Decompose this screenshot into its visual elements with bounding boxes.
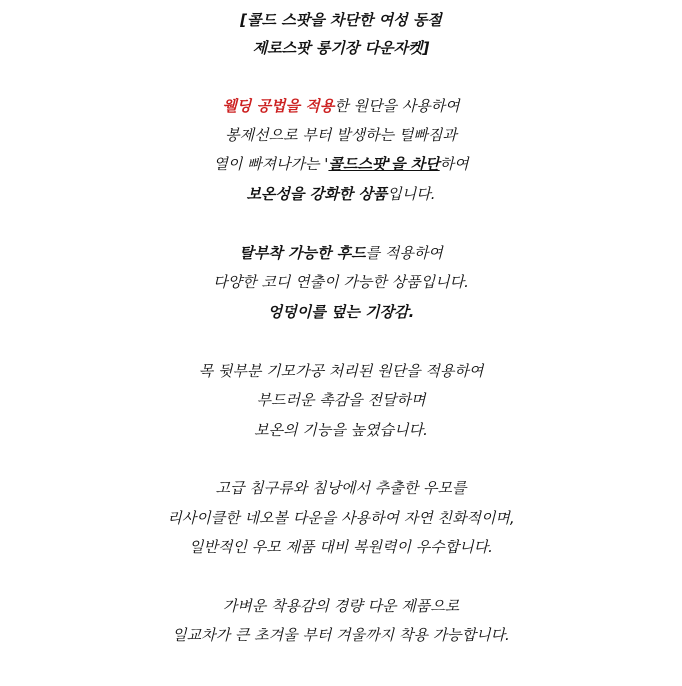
section5-line-2: 일교차가 큰 초겨울 부터 겨울까지 착용 가능합니다. xyxy=(172,626,510,644)
section4-line-2: 리사이클한 네오볼 다운을 사용하여 자연 친화적이며, xyxy=(167,509,515,527)
section5-line-1: 가벼운 착용감의 경량 다운 제품으로 xyxy=(222,597,460,615)
section3-line-2: 부드러운 촉감을 전달하며 xyxy=(256,391,426,409)
cold-spot-highlight: 콜드스팟'을 차단 xyxy=(328,155,440,173)
insulation-highlight: 보온성을 강화한 상품 xyxy=(246,185,388,203)
hood-highlight: 탈부착 가능한 후드 xyxy=(239,244,366,262)
section1-line-2: 봉제선으로 부터 발생하는 털빠짐과 xyxy=(225,126,457,144)
welding-highlight: 웰딩 공법을 적용 xyxy=(222,97,335,115)
section1-line-1 xyxy=(0,96,682,116)
section2-line-2: 다양한 코디 연출이 가능한 상품입니다. xyxy=(213,273,469,291)
section1-line-1-rest: 한 원단을 사용하여 xyxy=(334,97,460,115)
section3-line-3: 보온의 기능을 높였습니다. xyxy=(254,421,428,439)
title-line-1: [콜드 스팟을 차단한 여성 동절 xyxy=(240,11,442,29)
section4-line-3: 일반적인 우모 제품 대비 복원력이 우수합니다. xyxy=(189,538,493,556)
section2-line-3: 엉덩이를 덮는 기장감. xyxy=(267,303,415,321)
section1-line-4 xyxy=(0,184,682,204)
section3-line-1: 목 뒷부분 기모가공 처리된 원단을 적용하여 xyxy=(198,362,484,380)
title-line-2: 제로스팟 롱기장 다운자켓] xyxy=(252,39,430,57)
section1-line-3-start: 열이 빠져나가는 ' xyxy=(213,155,329,173)
section1-line-3 xyxy=(0,154,682,174)
section4-line-1: 고급 침구류와 침낭에서 추출한 우모를 xyxy=(215,479,467,497)
section2-line-1 xyxy=(0,243,682,263)
section1-line-3-end: 하여 xyxy=(439,155,469,173)
section2-line-1-end: 를 적용하여 xyxy=(365,244,443,262)
section1-line-4-end: 입니다. xyxy=(387,185,436,203)
